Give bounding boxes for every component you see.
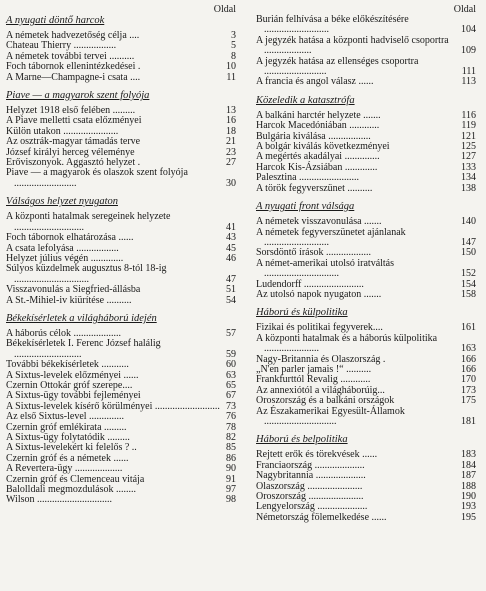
entry-title: Oroszország és a balkáni országok [256, 395, 395, 407]
entry-page-number: 27 [226, 157, 236, 169]
entry-page-number: 188 [461, 480, 476, 492]
entry-title: Frankfurttól Revalig ............ [256, 374, 371, 386]
entry-title: Oroszország ...................... [256, 491, 364, 503]
entry-title: Lengyelország .................... [256, 501, 368, 513]
entry-title: Palesztina ........................ [256, 172, 360, 184]
entry-page-number: 13 [226, 105, 236, 117]
entry-title: Sorsdöntő írások .................. [256, 247, 371, 259]
entry-title: A Sixtus-levelek előzményei ...... [6, 369, 139, 381]
toc-entry [6, 168, 238, 189]
entry-title: Helyzet július végén ............. [6, 252, 124, 264]
entry-title: A háborús célok ................... [6, 327, 121, 339]
entry-title: A Sixtus-ügy további fejleményei [6, 390, 141, 402]
entry-title: A németek hadvezetőség célja .... [6, 30, 140, 41]
entry-title: A központi hatalmak és a háborús külpolitika ...................... [256, 332, 438, 355]
entry-title: A Sixtus-levelekért ki felelős ? .. [6, 442, 137, 454]
toc-section [256, 434, 478, 523]
entry-page-number: 150 [461, 247, 476, 259]
entry-page-number: 51 [226, 284, 236, 296]
entry-page-number: 59 [226, 348, 236, 360]
entry-title: A németek fegyverszünetet ajánlanak .......................... [256, 226, 406, 248]
entry-title: A török fegyverszünet .......... [256, 182, 373, 194]
entry-page-number: 152 [461, 268, 476, 280]
entry-title: További békekísérletek ........... [6, 359, 129, 371]
entry-page-number: 11 [226, 71, 236, 83]
entry-title: Fizikai és politikai fegyverek.... [256, 322, 383, 334]
entry-title: Külön utakon ...................... [6, 125, 119, 137]
entry-page-number: 140 [461, 216, 476, 228]
entry-page-number: 57 [226, 327, 236, 339]
toc-entry [256, 77, 478, 87]
entry-page-number: 170 [461, 374, 476, 386]
toc-entry [6, 212, 238, 233]
entry-page-number: 43 [226, 232, 236, 244]
toc-entry [256, 184, 478, 194]
entry-page-number: 91 [226, 473, 236, 485]
toc-section [6, 15, 238, 83]
entry-title: Az annexiótól a világháborúig... [256, 384, 385, 396]
entry-page-number: 104 [461, 24, 476, 36]
entry-page-number: 23 [226, 146, 236, 158]
entry-page-number: 193 [461, 501, 476, 513]
entry-page-number: 133 [461, 161, 476, 173]
entry-page-number: 111 [461, 66, 476, 78]
entry-page-number: 166 [461, 363, 476, 375]
entry-page-number: 45 [226, 242, 236, 254]
entry-page-number: 154 [461, 278, 476, 290]
entry-page-number: 113 [461, 76, 476, 88]
entry-title: A balkáni harctér helyzete ....... [256, 109, 381, 121]
entry-page-number: 46 [226, 252, 236, 264]
entry-title: Czernin gróf és Clemenceau vitája [6, 473, 145, 485]
entry-page-number: 73 [226, 400, 236, 412]
entry-title: Nagy-Britannia és Olaszország . [256, 353, 386, 365]
toc-section [256, 307, 478, 427]
entry-title: A Piave melletti csata előzményei [6, 115, 142, 127]
section-title: Háború és külpolitika [256, 307, 348, 319]
section-title: Háború és belpolitika [256, 434, 348, 446]
toc-entry [6, 264, 238, 285]
toc-entry [256, 290, 478, 300]
entry-page-number: 125 [461, 141, 476, 153]
entry-title: A francia és angol válasz ...... [256, 76, 374, 88]
entry-title: Az első Sixtus-level .............. [6, 411, 125, 423]
page-column-header: Oldal [213, 4, 236, 15]
entry-page-number: 67 [226, 390, 236, 402]
toc-entry [256, 334, 478, 355]
entry-page-number: 138 [461, 182, 476, 194]
entry-title: Burián felhívása a béke előkészítésére .......................... [256, 14, 409, 36]
entry-title: Erőviszonyok. Aggasztó helyzet . [6, 157, 141, 169]
entry-title: A központi hatalmak seregeinek helyzete ............................ [6, 211, 171, 233]
section-title: A nyugati döntő harcok [6, 15, 105, 26]
entry-title: Nagybritannia .................... [256, 470, 366, 482]
entry-page-number: 187 [461, 470, 476, 482]
entry-title: Németország fölemelkedése ...... [256, 511, 387, 523]
entry-page-number: 65 [226, 379, 236, 391]
toc-section [256, 201, 478, 300]
entry-title: Olaszország ...................... [256, 480, 363, 492]
entry-title: Harcok Macedóniában ............ [256, 120, 380, 132]
entry-page-number: 85 [226, 442, 236, 454]
entry-page-number: 90 [226, 463, 236, 475]
toc-entry [6, 233, 238, 243]
section-title: Békekísérletek a világháború idején [6, 312, 157, 324]
entry-page-number: 190 [461, 491, 476, 503]
entry-page-number: 63 [226, 369, 236, 381]
toc-entry [6, 495, 238, 505]
entry-title: A németek további tervei .......... [6, 50, 135, 62]
entry-page-number: 121 [461, 130, 476, 142]
entry-page-number: 134 [461, 172, 476, 184]
entry-page-number: 54 [226, 294, 236, 306]
entry-page-number: 173 [461, 384, 476, 396]
entry-page-number: 166 [461, 353, 476, 365]
toc-entry [256, 57, 478, 78]
entry-page-number: 82 [226, 432, 236, 443]
entry-page-number: 86 [226, 452, 236, 464]
entry-title: A Marne—Champagne-i csata .... [6, 71, 141, 83]
entry-title: A német-amerikai utolsó iratváltás .............................. [256, 257, 395, 280]
entry-page-number: 16 [226, 115, 236, 127]
section-title: Piave — a magyarok szent folyója [6, 90, 150, 102]
toc-entry [256, 513, 478, 523]
toc-entry [256, 217, 478, 227]
toc-entry [6, 339, 238, 360]
entry-title: Piave — a magyarok és olaszok szent folyója ......................... [6, 167, 188, 189]
entry-title: Visszavonulás a Siegfried-állásba [6, 284, 141, 296]
entry-page-number: 18 [226, 125, 236, 137]
entry-page-number: 10 [226, 61, 236, 73]
entry-title: A megértés akadályai .............. [256, 151, 380, 163]
entry-page-number: 181 [461, 416, 476, 427]
entry-page-number: 76 [226, 411, 236, 423]
toc-entry [256, 36, 478, 57]
entry-title: A Sixtus-ügy folytatódik ......... [6, 432, 130, 443]
section-title: Közeledik a katasztrófa [256, 94, 355, 106]
toc-section [256, 95, 478, 194]
left-column [6, 4, 238, 506]
entry-title: Bulgária kiválása ................. [256, 130, 371, 142]
entry-page-number: 163 [461, 343, 476, 355]
entry-title: József királyi herceg véleménye [6, 146, 135, 158]
entry-page-number: 30 [226, 177, 236, 189]
entry-page-number: 60 [226, 359, 236, 371]
toc-section [6, 313, 238, 506]
right-column [256, 4, 478, 523]
entry-page-number: 195 [461, 511, 476, 523]
toc-entry [6, 73, 238, 83]
entry-title: Chateau Thierry ................. [6, 40, 117, 52]
entry-page-number: 184 [461, 459, 476, 471]
entry-title: A St.-Mihiel-iv kiürítése .......... [6, 294, 132, 306]
entry-title: Balolldali megmozdulások ........ [6, 484, 136, 496]
page-column-header: Oldal [453, 4, 476, 15]
toc-section [6, 90, 238, 189]
entry-title: Az utolsó napok nyugaton ....... [256, 288, 382, 300]
toc-entry [6, 360, 238, 370]
entry-title: Rejtett erők és törekvések ...... [256, 449, 378, 461]
entry-title: Foch tábornok elhatározása ...... [6, 232, 134, 244]
entry-page-number: 147 [461, 236, 476, 248]
entry-title: Czernin gróf emlékirata ......... [6, 421, 127, 433]
entry-title: Franciaország .................... [256, 459, 365, 471]
entry-title: Helyzet 1918 első felében ......... [6, 105, 136, 117]
entry-title: Békekísérletek I. Ferenc József halálig ........................... [6, 338, 161, 360]
section-title: A nyugati front válsága [256, 201, 355, 213]
entry-page-number: 119 [461, 120, 476, 132]
entry-title: Czernin gróf és a németek ...... [6, 452, 129, 464]
entry-title: Harcok Kis-Ázsiában ............. [256, 161, 378, 173]
entry-page-number: 127 [461, 151, 476, 163]
entry-page-number: 5 [231, 40, 236, 52]
toc-entry [6, 285, 238, 295]
entry-page-number: 175 [461, 395, 476, 407]
entry-title: A Revertera-ügy ................... [6, 463, 123, 475]
entry-title: A németek visszavonulása ....... [256, 216, 382, 228]
entry-page-number: 41 [226, 221, 236, 233]
entry-title: A Sixtus-levelek kísérő körülményei .......................... [6, 400, 220, 412]
toc-entry [6, 296, 238, 306]
entry-page-number: 21 [226, 136, 236, 148]
entry-page-number: 3 [231, 30, 236, 41]
entry-page-number: 183 [461, 449, 476, 461]
entry-title: Foch tábornok ellenintézkedései . [6, 61, 141, 73]
entry-title: A csata lefolyása ................. [6, 242, 119, 254]
entry-page-number: 109 [461, 45, 476, 57]
entry-page-number: 97 [226, 484, 236, 496]
entry-title: Súlyos küzdelmek augusztus 8-tól 18-ig .............................. [6, 263, 167, 285]
entry-page-number: 8 [231, 50, 236, 62]
entry-title: Czernin Ottokár gróf szerepe.... [6, 379, 133, 391]
entry-title: A jegyzék hatása a központi hadviselő csoportra ................... [256, 34, 449, 57]
entry-page-number: 98 [226, 494, 236, 506]
entry-title: Ludendorff ........................ [256, 278, 364, 290]
entry-page-number: 116 [461, 109, 476, 121]
entry-title: Wilson .............................. [6, 494, 112, 506]
entry-title: A jegyzék hatása az ellenséges csoportra ......................... [256, 55, 419, 78]
entry-page-number: 158 [461, 288, 476, 300]
entry-title: „N'en parler jamais !“ .......... [256, 363, 372, 375]
entry-page-number: 78 [226, 421, 236, 433]
section-title: Válságos helyzet nyugaton [6, 196, 118, 208]
toc-section [6, 196, 238, 306]
entry-title: Az osztrák-magyar támadás terve [6, 136, 141, 148]
toc-entry [256, 259, 478, 280]
entry-title: Az Északamerikai Egyesült-Államok ............................. [256, 405, 405, 427]
toc-entry [256, 15, 478, 36]
toc-entry [256, 228, 478, 249]
toc-section [256, 15, 478, 88]
toc-entry [256, 407, 478, 428]
entry-title: A bolgár kiválás következményei [256, 141, 390, 153]
entry-page-number: 161 [461, 322, 476, 334]
entry-page-number: 47 [226, 273, 236, 285]
